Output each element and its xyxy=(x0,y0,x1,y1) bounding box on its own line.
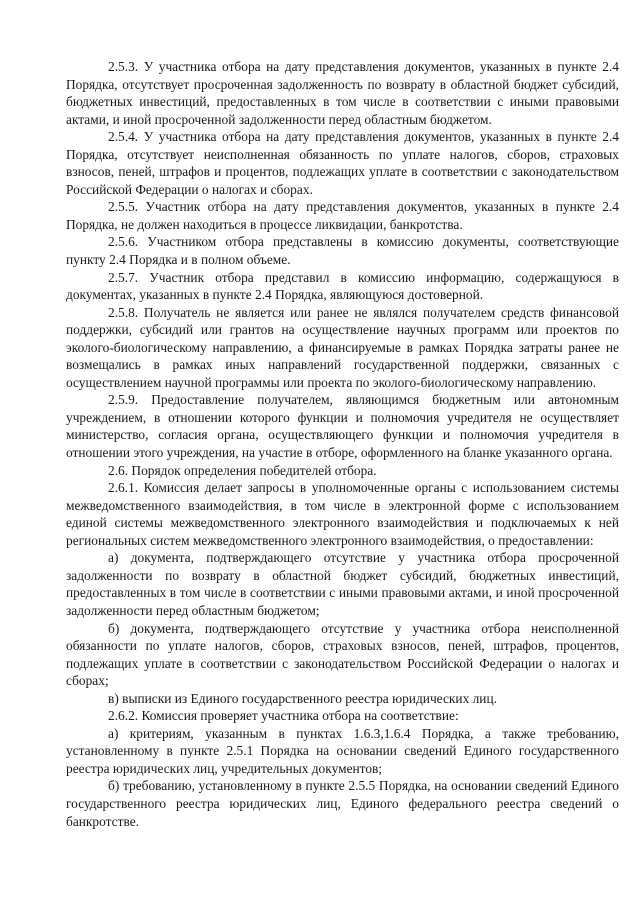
paragraph-2-6-1: 2.6.1. Комиссия делает запросы в уполномоченные органы с использованием системы межведомственного взаимодействия, в том числе в электронной форме с использованием единой системы межведомственного электронного взаимодействия и подключаемых к ней региональных систем межведомственного электронного взаимодействия, о предоставлении: xyxy=(66,480,619,548)
paragraph-2-5-8: 2.5.8. Получатель не является или ранее не являлся получателем средств финансовой поддержки, субсидий или грантов на осуществление научных программ или проектов по эколого-биологическому направлению, а финансируемые в рамках Порядка затраты ранее не возмещались в рамках иных направлений государственной поддержки, связанных с осуществлением научной программы или проекта по эколого-биологическому направлению. xyxy=(66,304,619,390)
list-item-a-1: а) документа, подтверждающего отсутствие у участника отбора просроченной задолженности по возврату в областной бюджет субсидий, бюджетных инвестиций, предоставленных в том числе в соответствии с иными правовыми актами, и иной просроченной задолженности перед областным бюджетом; xyxy=(66,550,619,618)
paragraph-2-5-9: 2.5.9. Предоставление получателем, являющимся бюджетным или автономным учреждением, в отношении которого функции и полномочия учредителя не осуществляет министерство, согласия органа, осуществляющего функции и полномочия учредителя в отношении этого учреждения, на участие в отборе, оформленного на бланке указанного органа. xyxy=(66,392,619,461)
list-item-a-2: а) критериям, указанным в пунктах 1.6.3,1.6.4 Порядка, а также требованию, установленному в пункте 2.5.1 Порядка на основании сведений Единого государственного реестра юридических лиц, учредительных документов; xyxy=(66,725,619,776)
paragraph-2-5-5: 2.5.5. Участник отбора на дату представления документов, указанных в пункте 2.4 Порядка, не должен находиться в процессе ликвидации, банкротства. xyxy=(66,199,619,232)
paragraph-2-5-7: 2.5.7. Участник отбора представил в комиссию информацию, содержащуюся в документах, указанных в пункте 2.4 Порядка, являющуюся достоверной. xyxy=(66,269,619,303)
list-item-b-1: б) документа, подтверждающего отсутствие у участника отбора неисполненной обязанности по уплате налогов, сборов, страховых взносов, пеней, штрафов, процентов, подлежащих уплате в соответствии с законодательством Российской Федерации о налогах и сборах; xyxy=(66,620,619,689)
list-item-b-2: б) требованию, установленному в пункте 2.5.5 Порядка, на основании сведений Единого государственного реестра юридических лиц, Единого федерального реестра сведений о банкротстве. xyxy=(66,778,619,829)
paragraph-2-5-3: 2.5.3. У участника отбора на дату представления документов, указанных в пункте 2.4 Порядка, отсутствует просроченная задолженность по возврату в областной бюджет субсидий, бюджетных инвестиций, предоставленных в том числе в соответствии с иными правовыми актами, и иной просроченной задолженности перед областным бюджетом. xyxy=(66,59,619,127)
document-page xyxy=(66,58,619,830)
paragraph-2-5-4: 2.5.4. У участника отбора на дату представления документов, указанных в пункте 2.4 Порядка, отсутствует неисполненная обязанность по уплате налогов, сборов, страховых взносов, пеней, штрафов и процентов, подлежащих уплате в соответствии с законодательством Российской Федерации о налогах и сборах. xyxy=(66,129,619,197)
paragraph-2-5-6: 2.5.6. Участником отбора представлены в комиссию документы, соответствующие пункту 2.4 Порядка и в полном объеме. xyxy=(66,234,619,268)
paragraph-2-6: 2.6. Порядок определения победителей отбора. xyxy=(108,462,377,478)
paragraph-2-6-2: 2.6.2. Комиссия проверяет участника отбора на соответствие: xyxy=(108,708,459,724)
list-item-v-1: в) выписки из Единого государственного реестра юридических лиц. xyxy=(108,690,497,706)
